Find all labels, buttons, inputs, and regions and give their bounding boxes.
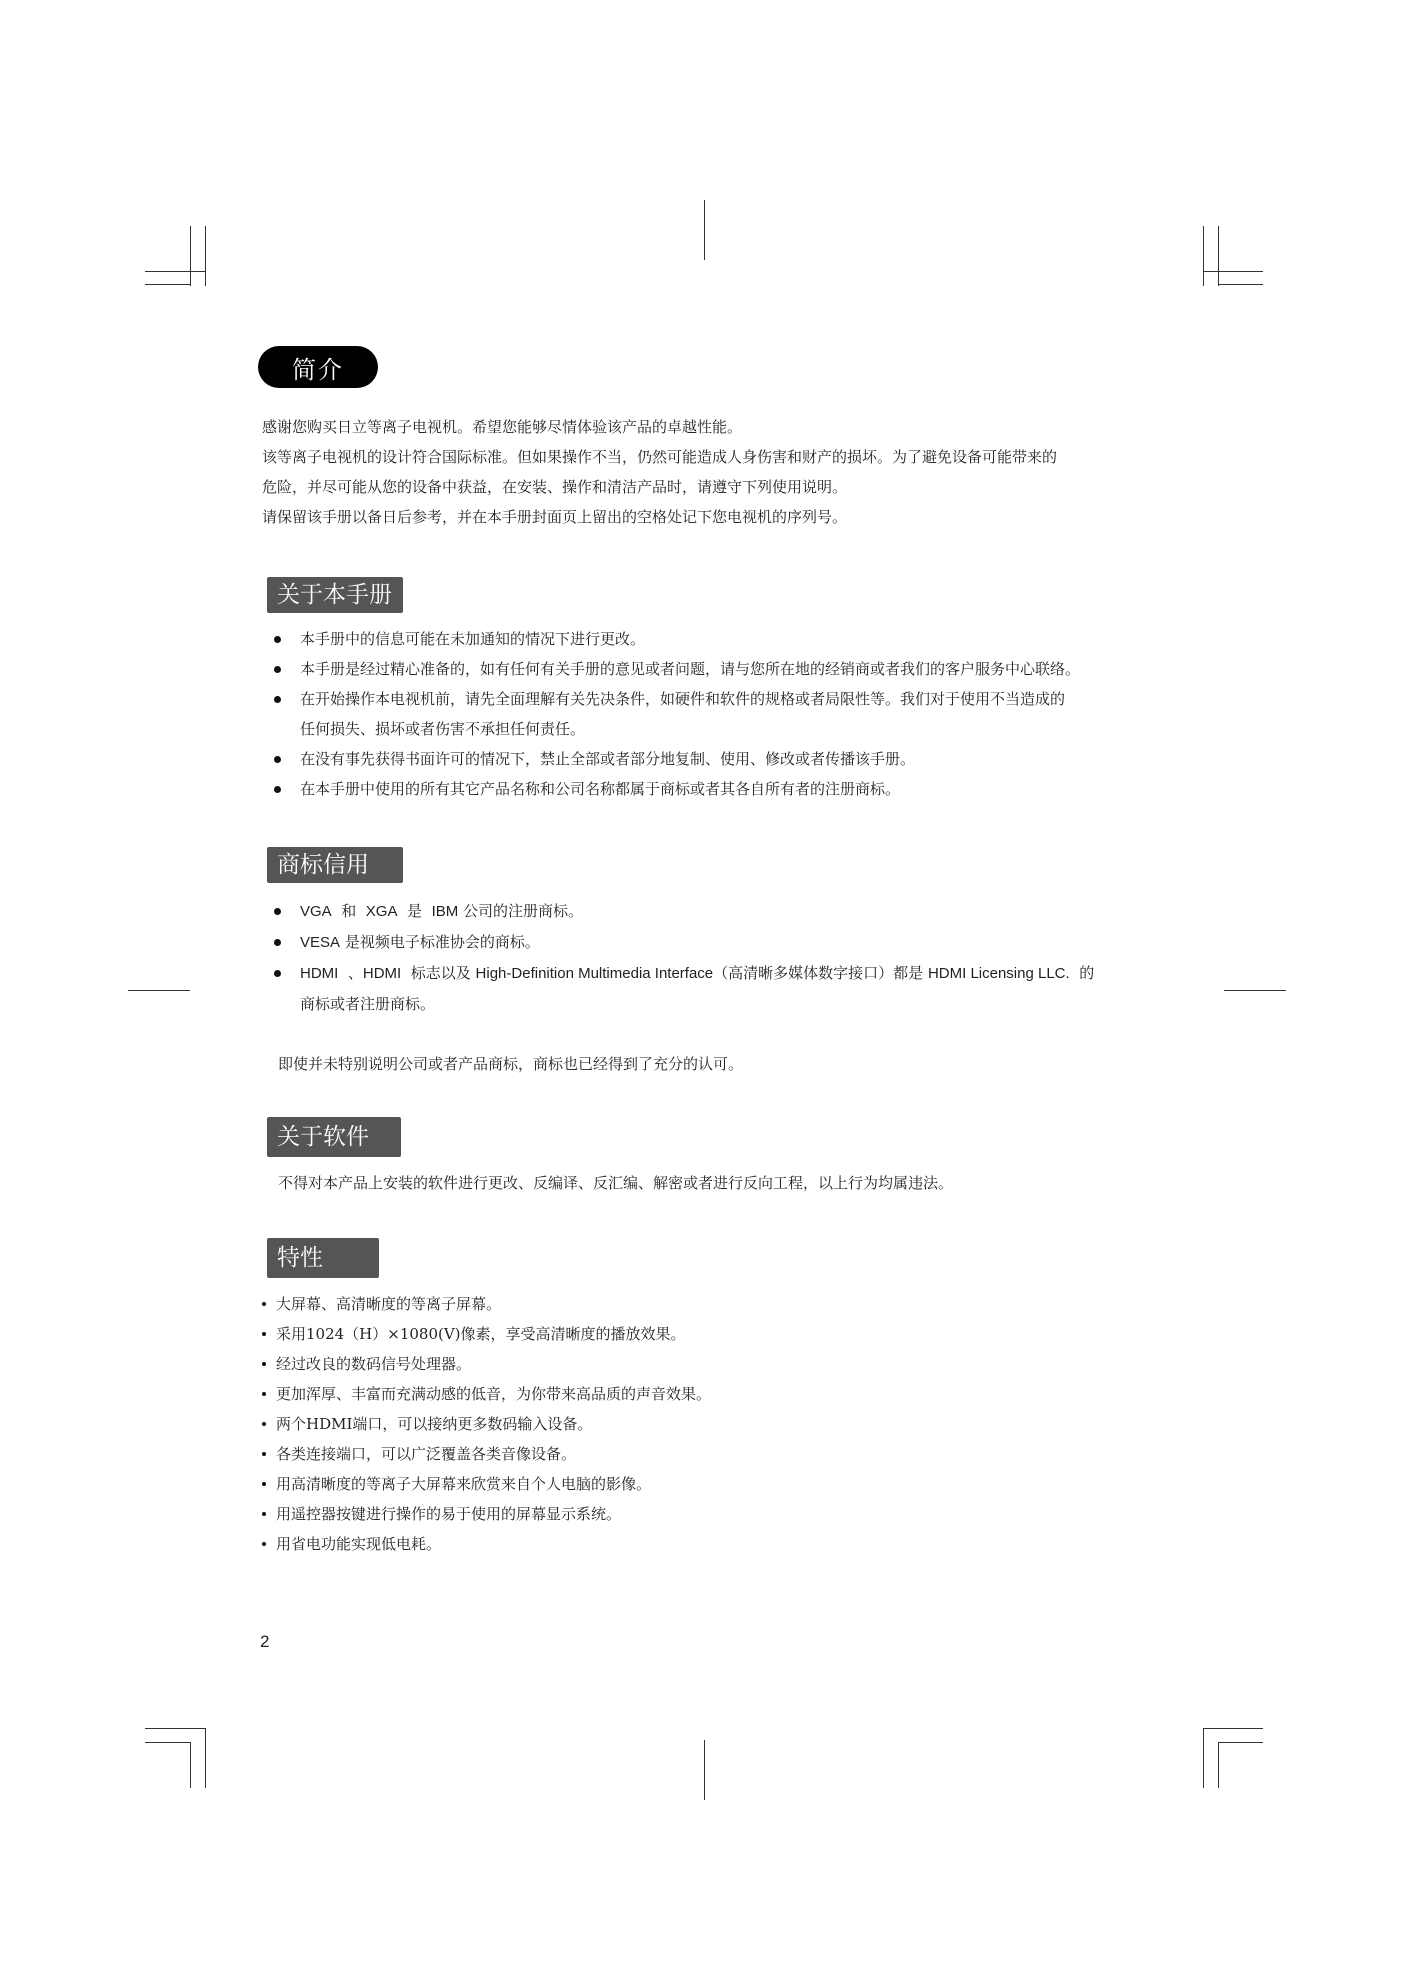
list-item [272, 958, 1094, 989]
list-item [272, 896, 1094, 927]
trademark-licensing: HDMI Licensing LLC. [927, 965, 1070, 982]
crop-mark [205, 1728, 206, 1788]
intro-text [262, 412, 1057, 532]
list-item: 采用1024（H）×1080(V)像素，享受高清晰度的播放效果。 [260, 1319, 711, 1349]
crop-mark [1218, 1742, 1219, 1788]
crop-mark [704, 200, 705, 260]
list-item: 用省电功能实现低电耗。 [260, 1529, 711, 1559]
software-text: 不得对本产品上安装的软件进行更改、反编译、反汇编、解密或者进行反向工程，以上行为均属违法。 [278, 1174, 954, 1192]
crop-mark [1203, 271, 1263, 272]
trademark-vesa: VESA [300, 934, 341, 951]
list-item: 经过改良的数码信号处理器。 [260, 1349, 711, 1379]
crop-mark [1218, 284, 1263, 285]
trademark-hdmi-full: High-Definition Multimedia Interface [475, 965, 714, 982]
list-item: 本手册是经过精心准备的，如有任何有关手册的意见或者问题，请与您所在地的经销商或者我们的客户服务中心联络。 [272, 654, 1080, 684]
list-item-text: 任何损失、损坏或者伤害不承担任何责任。 [300, 720, 586, 738]
crop-mark [145, 1742, 190, 1743]
list-item: 各类连接端口，可以广泛覆盖各类音像设备。 [260, 1439, 711, 1469]
software-text-block [278, 1168, 953, 1198]
crop-mark [704, 1740, 705, 1800]
section-heading-software: 关于软件 [267, 1117, 401, 1157]
trademark-note-text: 即使并未特别说明公司或者产品商标，商标也已经得到了充分的认可。 [278, 1055, 744, 1073]
crop-mark [145, 284, 190, 285]
trademark-list [272, 896, 1094, 1019]
list-item: 在本手册中使用的所有其它产品名称和公司名称都属于商标或者其各自所有者的注册商标。 [272, 774, 1080, 804]
crop-mark [1224, 990, 1286, 991]
features-list [260, 1289, 711, 1559]
trademark-hdmi: HDMI [300, 965, 339, 982]
list-item: 更加浑厚、丰富而充满动感的低音，为你带来高品质的声音效果。 [260, 1379, 711, 1409]
list-item-continuation [272, 714, 1080, 744]
crop-mark [190, 226, 191, 286]
list-item [272, 927, 1094, 958]
list-item: 用遥控器按键进行操作的易于使用的屏幕显示系统。 [260, 1499, 711, 1529]
crop-mark [1218, 226, 1219, 286]
trademark-ibm: IBM [431, 903, 459, 920]
list-item-continuation [272, 989, 1094, 1019]
crop-mark [1203, 1728, 1204, 1788]
list-item: 本手册中的信息可能在未加通知的情况下进行更改。 [272, 624, 1080, 654]
intro-line: 感谢您购买日立等离子电视机。希望您能够尽情体验该产品的卓越性能。 [262, 418, 743, 436]
trademark-note [278, 1049, 743, 1079]
trademark-xga: XGA [365, 903, 398, 920]
trademark-text: 是 [407, 902, 423, 920]
trademark-text: 标志以及 [410, 964, 471, 982]
list-item: 用高清晰度的等离子大屏幕来欣赏来自个人电脑的影像。 [260, 1469, 711, 1499]
intro-line: 该等离子电视机的设计符合国际标准。但如果操作不当，仍然可能造成人身伤害和财产的损坏。为了避免设备可能带来的 [262, 448, 1058, 466]
crop-mark [190, 1742, 191, 1788]
intro-line: 请保留该手册以备日后参考，并在本手册封面页上留出的空格处记下您电视机的序列号。 [262, 508, 848, 526]
trademark-text: 和 [341, 902, 357, 920]
list-item: 大屏幕、高清晰度的等离子屏幕。 [260, 1289, 711, 1319]
crop-mark [1203, 226, 1204, 286]
page-title: 简介 [258, 346, 378, 388]
intro-line: 危险，并尽可能从您的设备中获益，在安装、操作和清洁产品时，请遵守下列使用说明。 [262, 478, 848, 496]
crop-mark [145, 1728, 205, 1729]
section-heading-features: 特性 [267, 1238, 379, 1278]
crop-mark [205, 226, 206, 286]
trademark-text: 公司的注册商标。 [463, 902, 584, 920]
trademark-text: 的 [1079, 964, 1095, 982]
section-heading-trademark: 商标信用 [267, 847, 403, 883]
crop-mark [1218, 1742, 1263, 1743]
manual-list [272, 624, 1080, 804]
list-item: 两个HDMI端口，可以接纳更多数码输入设备。 [260, 1409, 711, 1439]
section-heading-manual: 关于本手册 [267, 577, 403, 613]
trademark-vga: VGA [300, 903, 332, 920]
trademark-hdmi-2: 、HDMI [347, 965, 402, 982]
page-number: 2 [260, 1632, 270, 1651]
list-item: 在开始操作本电视机前，请先全面理解有关先决条件，如硬件和软件的规格或者局限性等。我们对于使用不当造成的 [272, 684, 1080, 714]
trademark-text: 商标或者注册商标。 [300, 995, 436, 1013]
crop-mark [145, 271, 205, 272]
trademark-text: 是视频电子标准协会的商标。 [344, 933, 540, 951]
crop-mark [1203, 1728, 1263, 1729]
list-item: 在没有事先获得书面许可的情况下，禁止全部或者部分地复制、使用、修改或者传播该手册。 [272, 744, 1080, 774]
trademark-text: （高清晰多媒体数字接口）都是 [713, 964, 924, 982]
crop-mark [128, 990, 190, 991]
